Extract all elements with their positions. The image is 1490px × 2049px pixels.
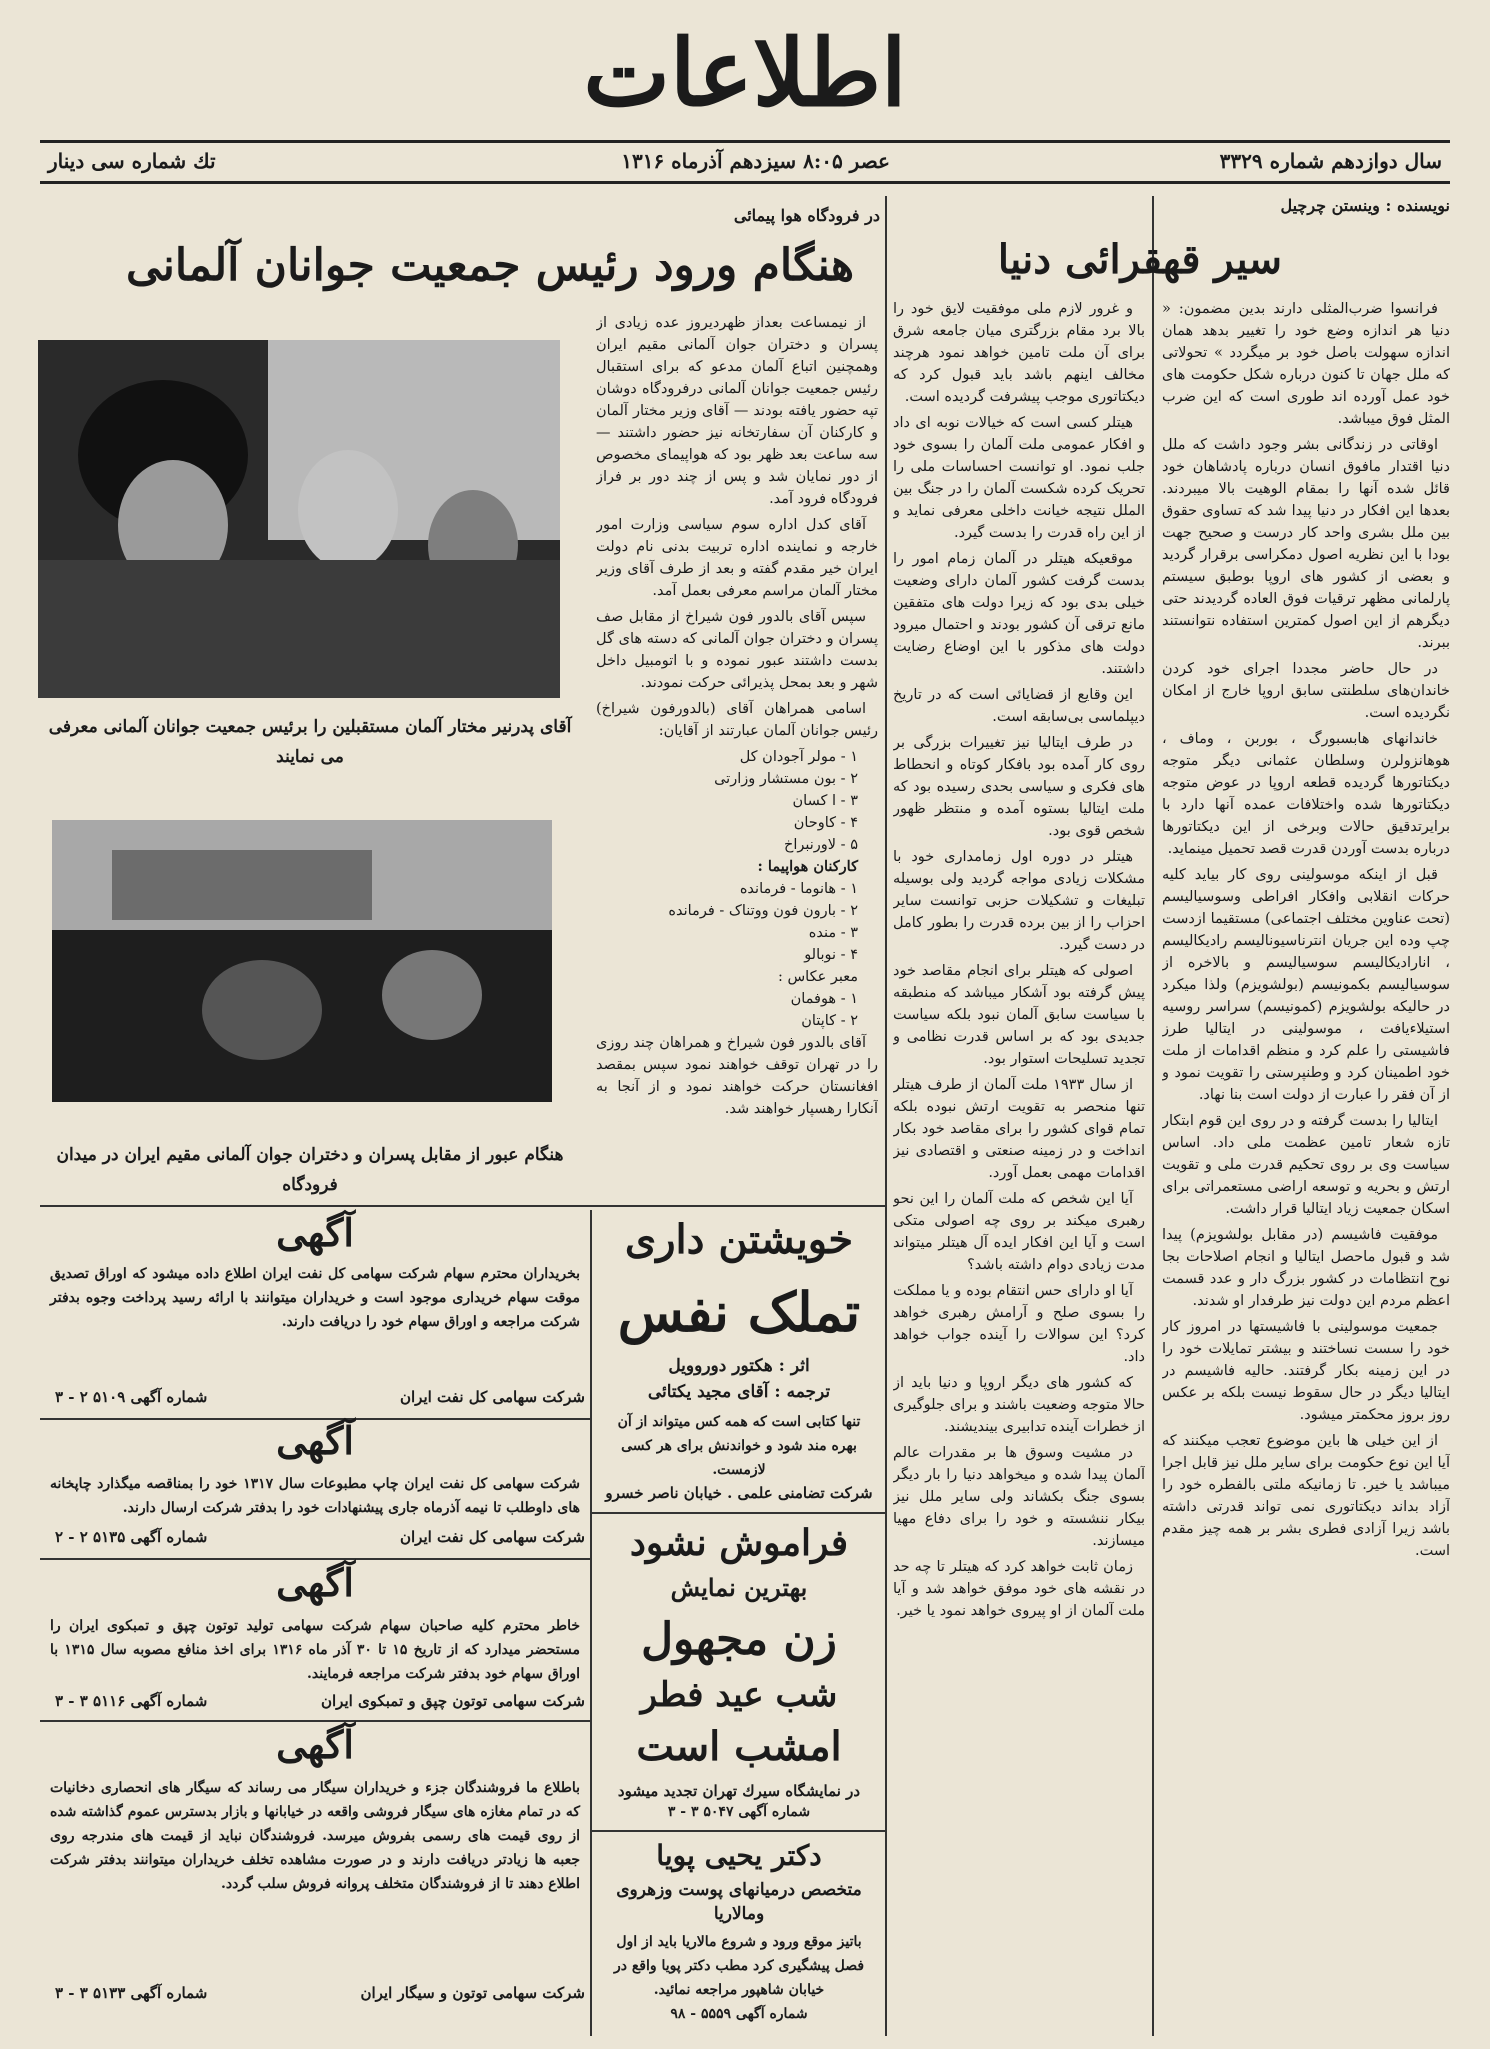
ad-body: باطلاع ما فروشندگان جزء و خریداران سیگار می رساند که سیگار های انحصاری دخانیات که در تمام مغازه های سیگار فروشی واقعه در خیابانها و بازار بدسترس عموم گذاشته شده از روی قیمت های رسمی بفروش میرسد. فروشندگان نباید از قیمت های مندرجه روی جعبه ها زیادتر دریافت دارند و در صورت مشاهده تخلف خریداران میتوانند بدفتر شرکت اطلاع دهند تا از فروشندگان متخلف پروانه فروش سلب گردد. <box>50 1780 580 1892</box>
film-ad-line: فراموش نشود <box>629 1522 849 1564</box>
book-ad-translator: ترجمه : آقای مجید یکتائی <box>647 1382 831 1402</box>
ad-title: آگهی <box>276 1722 354 1767</box>
ad-title: آگهی <box>276 1560 354 1605</box>
book-ad-subtitle: تملک نفس <box>617 1280 861 1344</box>
section-rule <box>40 1205 885 1207</box>
film-ad-number: شماره آگهی ۵۰۴۷ ۳ - ۳ <box>667 1804 811 1820</box>
book-ad-publisher: شرکت تضامنی علمی . خیابان ناصر خسرو <box>605 1484 873 1502</box>
column-rule <box>885 196 887 2036</box>
book-ad-title: خویشتن داری <box>624 1216 854 1263</box>
film-ad-line: امشب است <box>636 1723 842 1770</box>
article-kicker: در فرودگاه هوا پیمائی <box>733 206 880 225</box>
column-rule <box>1152 196 1154 2036</box>
doctor-ad-subtitle: متخصص درمیانهای پوست وزهروی ومالاریا <box>616 1880 862 1924</box>
article-column-3: از نیمساعت بعداز ظهردیروز عده زیادی از پسران و دختران جوان آلمانی مقیم ایران وهمچنین اتباع آلمان مدعو که برای استقبال رئیس جمعیت جوانان آلمانی درفرودگاه دوشان تپه حضور یافته بودند — آقای وزیر مختار آلمان و کارکنان آن سفارتخانه نیز حضور داشتند — سه ساعت بعد ظهر بود که هواپیمای مخصوص از دور نمایان شد و پس از چند دور بر فراز فرودگاه فرود آمد. آقای کدل اداره سوم سیاسی وزارت امور خارجه و نماینده اداره تربیت بدنی نام دولت ایران خیر مقدم گفته و بعد از طرف آقای وزیر مختار آلمان مراسم معرفی بعمل آمد. سپس آقای بالدور فون شیراخ از مقابل صف پسران و دختران جوان آلمانی که دسته های گل بدست داشتند عبور نموده و با اتومبیل داخل شهر و بعد بمحل پذیرائی حرکت نمودند. اسامی همراهان آقای (بالدورفون شیراخ) رئیس جوانان آلمان عبارتند از آقایان: ۱ - مولر آجودان کل ۲ - بون مستشار وزارتی ۳ - ا کسان ۴ - کاوحان ۵ - لاورنبراخ کارکنان هواپیما : ۱ - هانوما - فرمانده ۲ - بارون فون ووتناک - فرمانده ۳ - منده ۴ - نوبالو معبر عکاس : ۱ - هوفمان ۲ - کاپتان آقای بالدور فون شیراخ و همراهان چند روزی را در تهران توقف خواهند نمود سپس بمقصد افغانستان حرکت خواهند نمود و از آنجا به آنکارا رهسپار خواهند شد. <box>596 315 878 1117</box>
ad-body: شرکت سهامی کل نفت ایران چاپ مطبوعات سال ۱۳۱۷ خود را بمناقصه میگذارد چاپخانه های داوطلب تا نیمه آذرماه جاری پیشنهادات خود را بدفتر شرکت ارسال دارند. <box>50 1476 581 1516</box>
column-rule <box>590 1210 592 2036</box>
film-ad-title: زن مجهول <box>641 1614 837 1665</box>
ad-body: خاطر محترم کلیه صاحبان سهام شرکت سهامی تولید توتون چپق و تمبکوی ایران را مستحضر میدارد که از تاریخ ۱۵ تا ۳۰ آذر ماه ۱۳۱۶ برای اخذ منافع مصوبه سال ۱۳۱۵ با اوراق سهام خود بدفتر شرکت مراجعه فرمایند. <box>50 1618 580 1682</box>
book-ad-body: تنها کتابی است که همه کس میتواند از آن بهره مند شود و خواندنش برای هر کسی لازمست. <box>617 1414 861 1478</box>
doctor-ad-number: شماره آگهی ۵۵۵۹ - ۹۸ <box>670 2006 808 2022</box>
article-author: نویسنده : وینستن چرچیل <box>1280 196 1450 215</box>
news-photo-2 <box>52 820 552 1102</box>
article-column-1: فرانسوا ضرب‌المثلی دارند بدین مضمون: « دنیا هر اندازه وضع خود را تغییر بدهد همان اندازه سهولت باصل خود بر میگردد » تحولاتی که ملل جهان تا کنون درباره شکل حکومت های خود عمل آورده اند طوری است که این ضرب المثل فوق میباشد. اوقاتی در زندگانی بشر وجود داشت که ملل دنیا اقتدار مافوق انسان درباره پادشاهان خود قائل شده آنها را بمقام الوهیت بالا میبردند. بعدها این افکار در دنیا پیدا شد که تساوی حقوق بین ملل بشری واحد کار درست و صحیح جهت بودا با این نظریه اصول دمکراسی برقرار گردید و بعضی از کشور های اروپا بوطبق سیستم پارلمانی مظهر ترقیات فوق العاده گردیدند حتی دیگرهم از این اصول کمترین استفاده نتوانستند ببرند. در حال حاضر مجددا اجرای خود کردن خاندان‌های سلطنتی سابق اروپا خارج از امکان نگردیده است. خاندانهای هابسبورگ ، بوربن ، وماف ، هوهانزولرن وسلطان عثمانی دیگر متوجه دیکتاتورها گردیده قطعه اروپا در عوض متوجه دیکتاتورها شده واختلافات عمده آنها دارد با برایرتدقیق حالات وبرخی از این دیکتاتورها درباره بدست آوردن قدرت قصد تحمیل مینماید. قبل از اینکه موسولینی روی کار بیاید کلیه حرکات انقلابی وافکار افراطی وسوسیالیسم (تحت عناوین مختلف اجتماعی) مستقیما ازدست چپ وده این جریان انترناسیونالیسم رادیکالیسم ، انارادیکالیسم سوسیالیسم و بالاخره از سوسیالیسم بکمونیسم (بولشویزم) ولذا میکرد در حالیکه بولشویزم (کمونیسم) سراسر روسیه استیلاءیافت ، موسولینی در ایتالیا طرز فاشیستی را علم کرد و منظم اقدامات از ملت خود اطمینان کرد و وطنپرستی را تقویت نمود و از آن فقر را عبارت از دولت است بنا نهاد. ایتالیا را بدست گرفته و در روی این قوم ابتکار تازه شعار تامین عظمت ملی داد. اساس سیاست وی بر روی تحکیم قدرت ملی و تقویت ارتش و بحریه و توسعه اراضی مستعمراتی برای اسکان جمعیت زیاد ایتالیا قرار داشت. موفقیت فاشیسم (در مقابل بولشویزم) پیدا شد و قبول ماحصل ایتالیا و انجام اصلاحات بجا نوح انتظامات در کشور بزرگ دار و عدد قسمت اعظم مردم این دولت نیز طرفدار او شدند. جمعیت موسولینی با فاشیستها در امروز کار خود را سست نساختند و بیشتر تمایلات خود را در این زمینه بکار گرفتند. حالیه فاشیسم در ایتالیا دیگر در حال سقوط نیست بلکه بر عکس روز بروز محکمتر میشود. از این خیلی ها باین موضوع تعجب میکنند که آیا این نوع حکومت برای سایر ملل نیز قابل اجرا میباشد یا خیر. تا زمانیکه ملتی بالفطره خود را آزاد بداند دیکتاتوری نمی تواند قدرتی داشته باشد زیرا آزادی فطری بشر بر همه چیز مقدم است. <box>1162 301 1450 1559</box>
ad-number: شماره آگهی ۵۱۳۵ ۲ - ۲ <box>55 1528 208 1546</box>
film-ad-line: شب عید فطر <box>640 1675 838 1715</box>
doctor-ad-title: دکتر یحیی پویا <box>656 1839 822 1872</box>
issue-date: عصر ۸:۰۵ سیزدهم آذرماه ۱۳۱۶ <box>621 149 890 173</box>
issue-price: تك شماره سی دینار <box>48 149 216 173</box>
ad-number: شماره آگهی ۵۱۰۹ ۲ - ۳ <box>55 1388 208 1406</box>
dateline-bar <box>40 140 1450 184</box>
ad-body: بخریداران محترم سهام شرکت سهامی کل نفت ایران اطلاع داده میشود که اوراق تصدیق موقت سهام خریداری موجود است و خریداران میتوانند با ارائه رسید پرداخت وجوه بدفتر شرکت مراجعه و اوراق سهام خود را دریافت دارند. <box>50 1266 580 1330</box>
ad-title: آگهی <box>276 1418 354 1463</box>
ad-company: شرکت سهامی کل نفت ایران <box>400 1528 585 1546</box>
ad-company: شرکت سهامی کل نفت ایران <box>400 1388 585 1406</box>
photo-1-caption: آقای پدرنیر مختار آلمان مستقبلین را برئیس جمعیت جوانان آلمانی معرفی می نمایند <box>48 717 572 767</box>
ad-title: آگهی <box>276 1210 354 1255</box>
doctor-ad-body: باتیز موقع ورود و شروع مالاریا باید از اول فصل پیشگیری کرد مطب دکتر پویا واقع در خیابان شاهپور مراجعه نمائید. <box>613 1934 865 1998</box>
article-column-2: و غرور لازم ملی موفقیت لایق خود را بالا برد مقام بزرگتری میان جامعه شرق برای آن ملت تامین خواهد نمود هرچند مخالف اینهم باشد باید قبول کرد که دیکتاتوری موجب پیشرفت گردیده است. هیتلر کسی است که خیالات نوبه ای داد و افکار عمومی ملت آلمان را بسوی خود جلب نمود. او توانست احساسات ملی را تحریک کرده شکست آلمان را در جنگ بین الملل نتیجه خیانت داخلی معرفی نماید و از این راه قدرت را بدست گیرد. موقعیکه هیتلر در آلمان زمام امور را بدست گرفت کشور آلمان دارای وضعیت خیلی بدی بود که زیرا دولت های متفقین مانع ترقی آن کشور بودند و احتمال میرود دولت های مذکور با این اوضاع رضایت داشتند. این وقایع از قضایائی است که در تاریخ دیپلماسی بی‌سابقه است. در طرف ایتالیا نیز تغییرات بزرگی بر روی کار آمده بود بافکار کوتاه و انحطاط های فکری و سیاسی بحدی رسیده بود که ملت ایتالیا بستوه آمده و منتظر ظهور شخص قوی بود. هیتلر در دوره اول زمامداری خود با مشکلات زیادی مواجه گردید ولی بوسیله تبلیغات و تشکیلات حزبی توانست سایر احزاب را از بین برده قدرت را بطور کامل در دست گیرد. اصولی که هیتلر برای انجام مقاصد خود پیش گرفته بود آشکار میباشد که منطبقه با سیاست سابق آلمان نبود بلکه سیاست جدیدی بود که بر اساس قدرت نظامی و تجدید تسلیحات استوار بود. از سال ۱۹۳۳ ملت آلمان از طرف هیتلر تنها منحصر به تقویت ارتش نبوده بلکه تمام قوای کشور را برای مقاصد خود بکار انداخت و در زمینه صنعتی و اقتصادی نیز اقدامات مهمی بعمل آورد. آیا این شخص که ملت آلمان را این نحو رهبری میکند بر روی چه اصولی متکی است و آیا این افکار ایده آل هیتلر میتواند مدت زیادی دوام داشته باشد؟ آیا او دارای حس انتقام بوده و یا مملکت را بسوی صلح و آرامش رهبری خواهد کرد؟ این سوالات را آینده جواب خواهد داد. که کشور های دیگر اروپا و دنیا باید از حالا متوجه وضعیت باشند و برای جلوگیری از خطرات آینده تدابیری بیندیشند. در مشیت وسوق ها بر مقدرات عالم آلمان پیدا شده و میخواهد دنیا را بار دیگر بسوی جنگ بکشاند ولی سایر ملل نیز بیکار ننشسته و خود را برای دفاع مهیا میسازند. زمان ثابت خواهد کرد که هیتلر تا چه حد در نقشه های خود موفق خواهد شد و آیا ملت آلمان از او پیروی خواهد نمود یا خیر. <box>893 301 1145 1619</box>
photo-2-caption: هنگام عبور از مقابل پسران و دختران جوان آلمانی مقیم ایران در میدان فرودگاه <box>56 1145 564 1195</box>
film-ad-line: بهترین نمایش <box>670 1573 808 1602</box>
film-ad-venue: در نمایشگاه سیرك تهران تجدید میشود <box>617 1782 861 1800</box>
ad-company: شرکت سهامی توتون و سیگار ایران <box>360 1984 585 2002</box>
ad-company: شرکت سهامی توتون چپق و تمبکوی ایران <box>320 1692 585 1710</box>
companions-list: ۱ - مولر آجودان کل ۲ - بون مستشار وزارتی ۳ - ا کسان ۴ - کاوحان ۵ - لاورنبراخ کارکنان هواپیما : ۱ - هانوما - فرمانده ۲ - بارون فون ووتناک - فرمانده ۳ - منده ۴ - نوبالو معبر عکاس : ۱ - هوفمان ۲ - کاپتان <box>668 749 858 1029</box>
masthead-title: اطلاعات <box>583 19 907 127</box>
ad-number: شماره آگهی ۵۱۱۶ ۳ - ۳ <box>55 1692 208 1710</box>
ad-number: شماره آگهی ۵۱۳۳ ۳ - ۳ <box>55 1984 208 2002</box>
article-headline: هنگام ورود رئیس جمعیت جوانان آلمانی <box>125 240 855 291</box>
book-ad-author: اثر : هکتور دوروویل <box>668 1356 810 1376</box>
article-headline: سیر قهقرائی دنیا <box>997 236 1283 283</box>
issue-number: سال دوازدهم شماره ۳۳۲۹ <box>1219 149 1442 173</box>
news-photo-1 <box>38 340 560 698</box>
